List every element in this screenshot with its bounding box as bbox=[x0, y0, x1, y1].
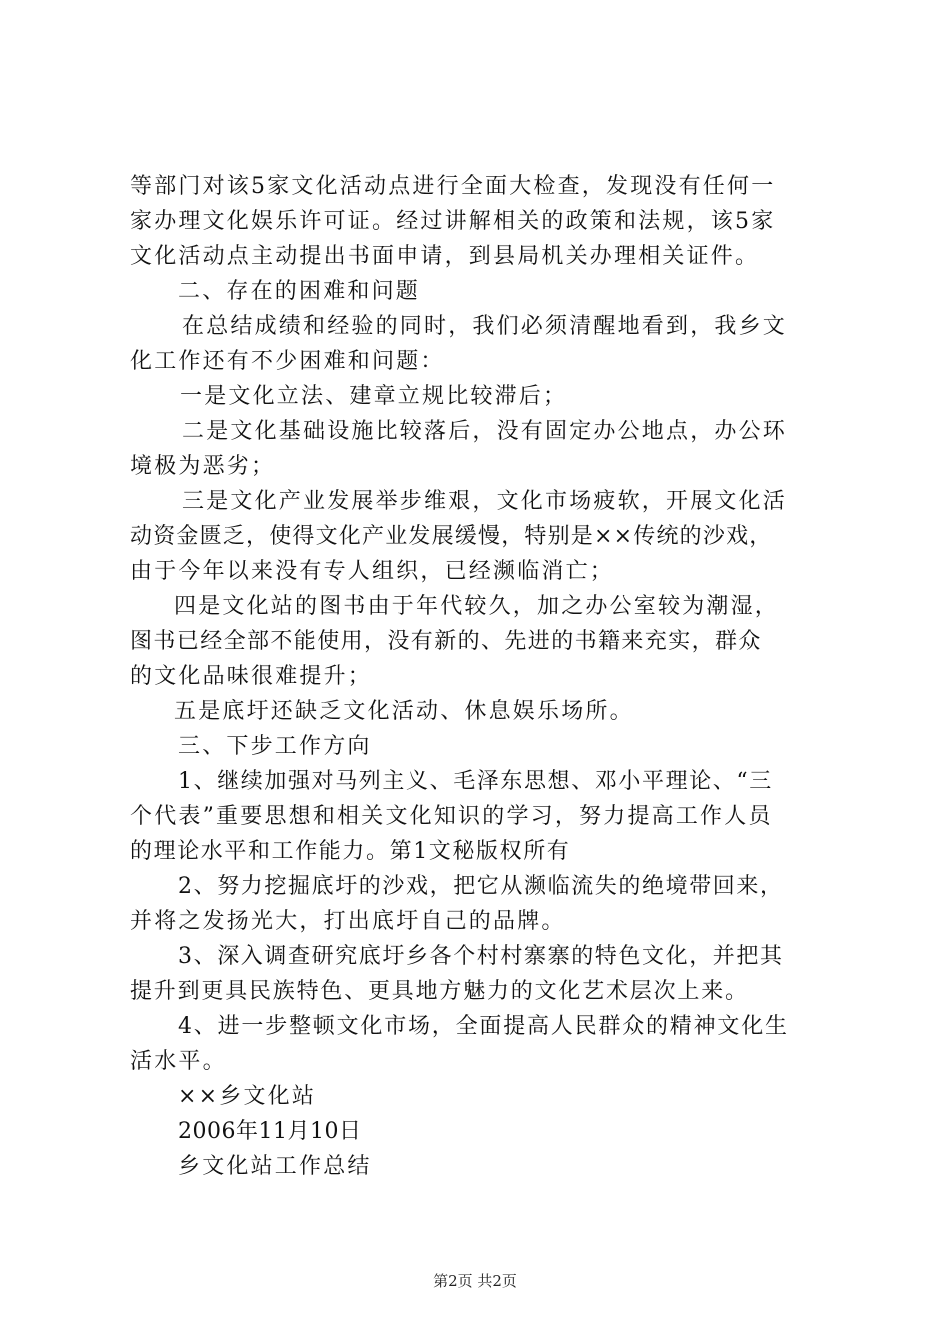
text-line: 文化活动点主动提出书面申请，到县局机关办理相关证件。 bbox=[130, 244, 760, 269]
text-line: 并将之发扬光大，打出底圩自己的品牌。 bbox=[130, 909, 566, 934]
signature-date: 2006年11月10日 bbox=[178, 1119, 362, 1144]
text-line: 的理论水平和工作能力。第1文秘版权所有 bbox=[130, 839, 571, 864]
text-line: 提升到更具民族特色、更具地方魅力的文化艺术层次上来。 bbox=[130, 979, 749, 1004]
text-line: 3、深入调查研究底圩乡各个村村寨寨的特色文化，并把其 bbox=[178, 944, 784, 969]
text-line: 四是文化站的图书由于年代较久，加之办公室较为潮湿， bbox=[174, 594, 780, 619]
page-footer: 第2页 共2页 bbox=[433, 1272, 517, 1290]
text-line: 4、进一步整顿文化市场，全面提高人民群众的精神文化生 bbox=[178, 1014, 789, 1039]
text-line: 等部门对该5家文化活动点进行全面大检查，发现没有任何一 bbox=[130, 174, 776, 199]
text-line: 境极为恶劣； bbox=[130, 454, 276, 479]
text-line: 图书已经全部不能使用，没有新的、先进的书籍来充实，群众 bbox=[130, 629, 762, 654]
text-line: 五是底圩还缺乏文化活动、休息娱乐场所。 bbox=[174, 699, 634, 724]
text-line: 个代表”重要思想和相关文化知识的学习，努力提高工作人员 bbox=[130, 804, 773, 829]
text-line: 在总结成绩和经验的同时，我们必须清醒地看到，我乡文 bbox=[182, 314, 788, 339]
text-line: 2、努力挖掘底圩的沙戏，把它从濒临流失的绝境带回来， bbox=[178, 874, 784, 899]
text-line: 动资金匮乏，使得文化产业发展缓慢，特别是××传统的沙戏， bbox=[130, 524, 773, 549]
text-line: 的文化品味很难提升； bbox=[130, 664, 373, 689]
text-line: 1、继续加强对马列主义、毛泽东思想、邓小平理论、“三 bbox=[178, 769, 773, 794]
text-line: 二是文化基础设施比较落后，没有固定办公地点，办公环 bbox=[182, 419, 788, 444]
text-line: 家办理文化娱乐许可证。经过讲解相关的政策和法规，该5家 bbox=[130, 209, 776, 234]
section-heading: 三、下步工作方向 bbox=[178, 734, 372, 759]
text-line: 化工作还有不少困难和问题： bbox=[130, 349, 445, 374]
text-line: 由于今年以来没有专人组织，已经濒临消亡； bbox=[130, 559, 615, 584]
document-title-line: 乡文化站工作总结 bbox=[178, 1154, 372, 1179]
text-line: 三是文化产业发展举步维艰，文化市场疲软，开展文化活 bbox=[182, 489, 788, 514]
text-line: 一是文化立法、建章立规比较滞后； bbox=[180, 384, 568, 409]
text-line: 活水平。 bbox=[130, 1049, 227, 1074]
signature-organization: ××乡文化站 bbox=[178, 1084, 317, 1109]
section-heading: 二、存在的困难和问题 bbox=[178, 279, 421, 304]
